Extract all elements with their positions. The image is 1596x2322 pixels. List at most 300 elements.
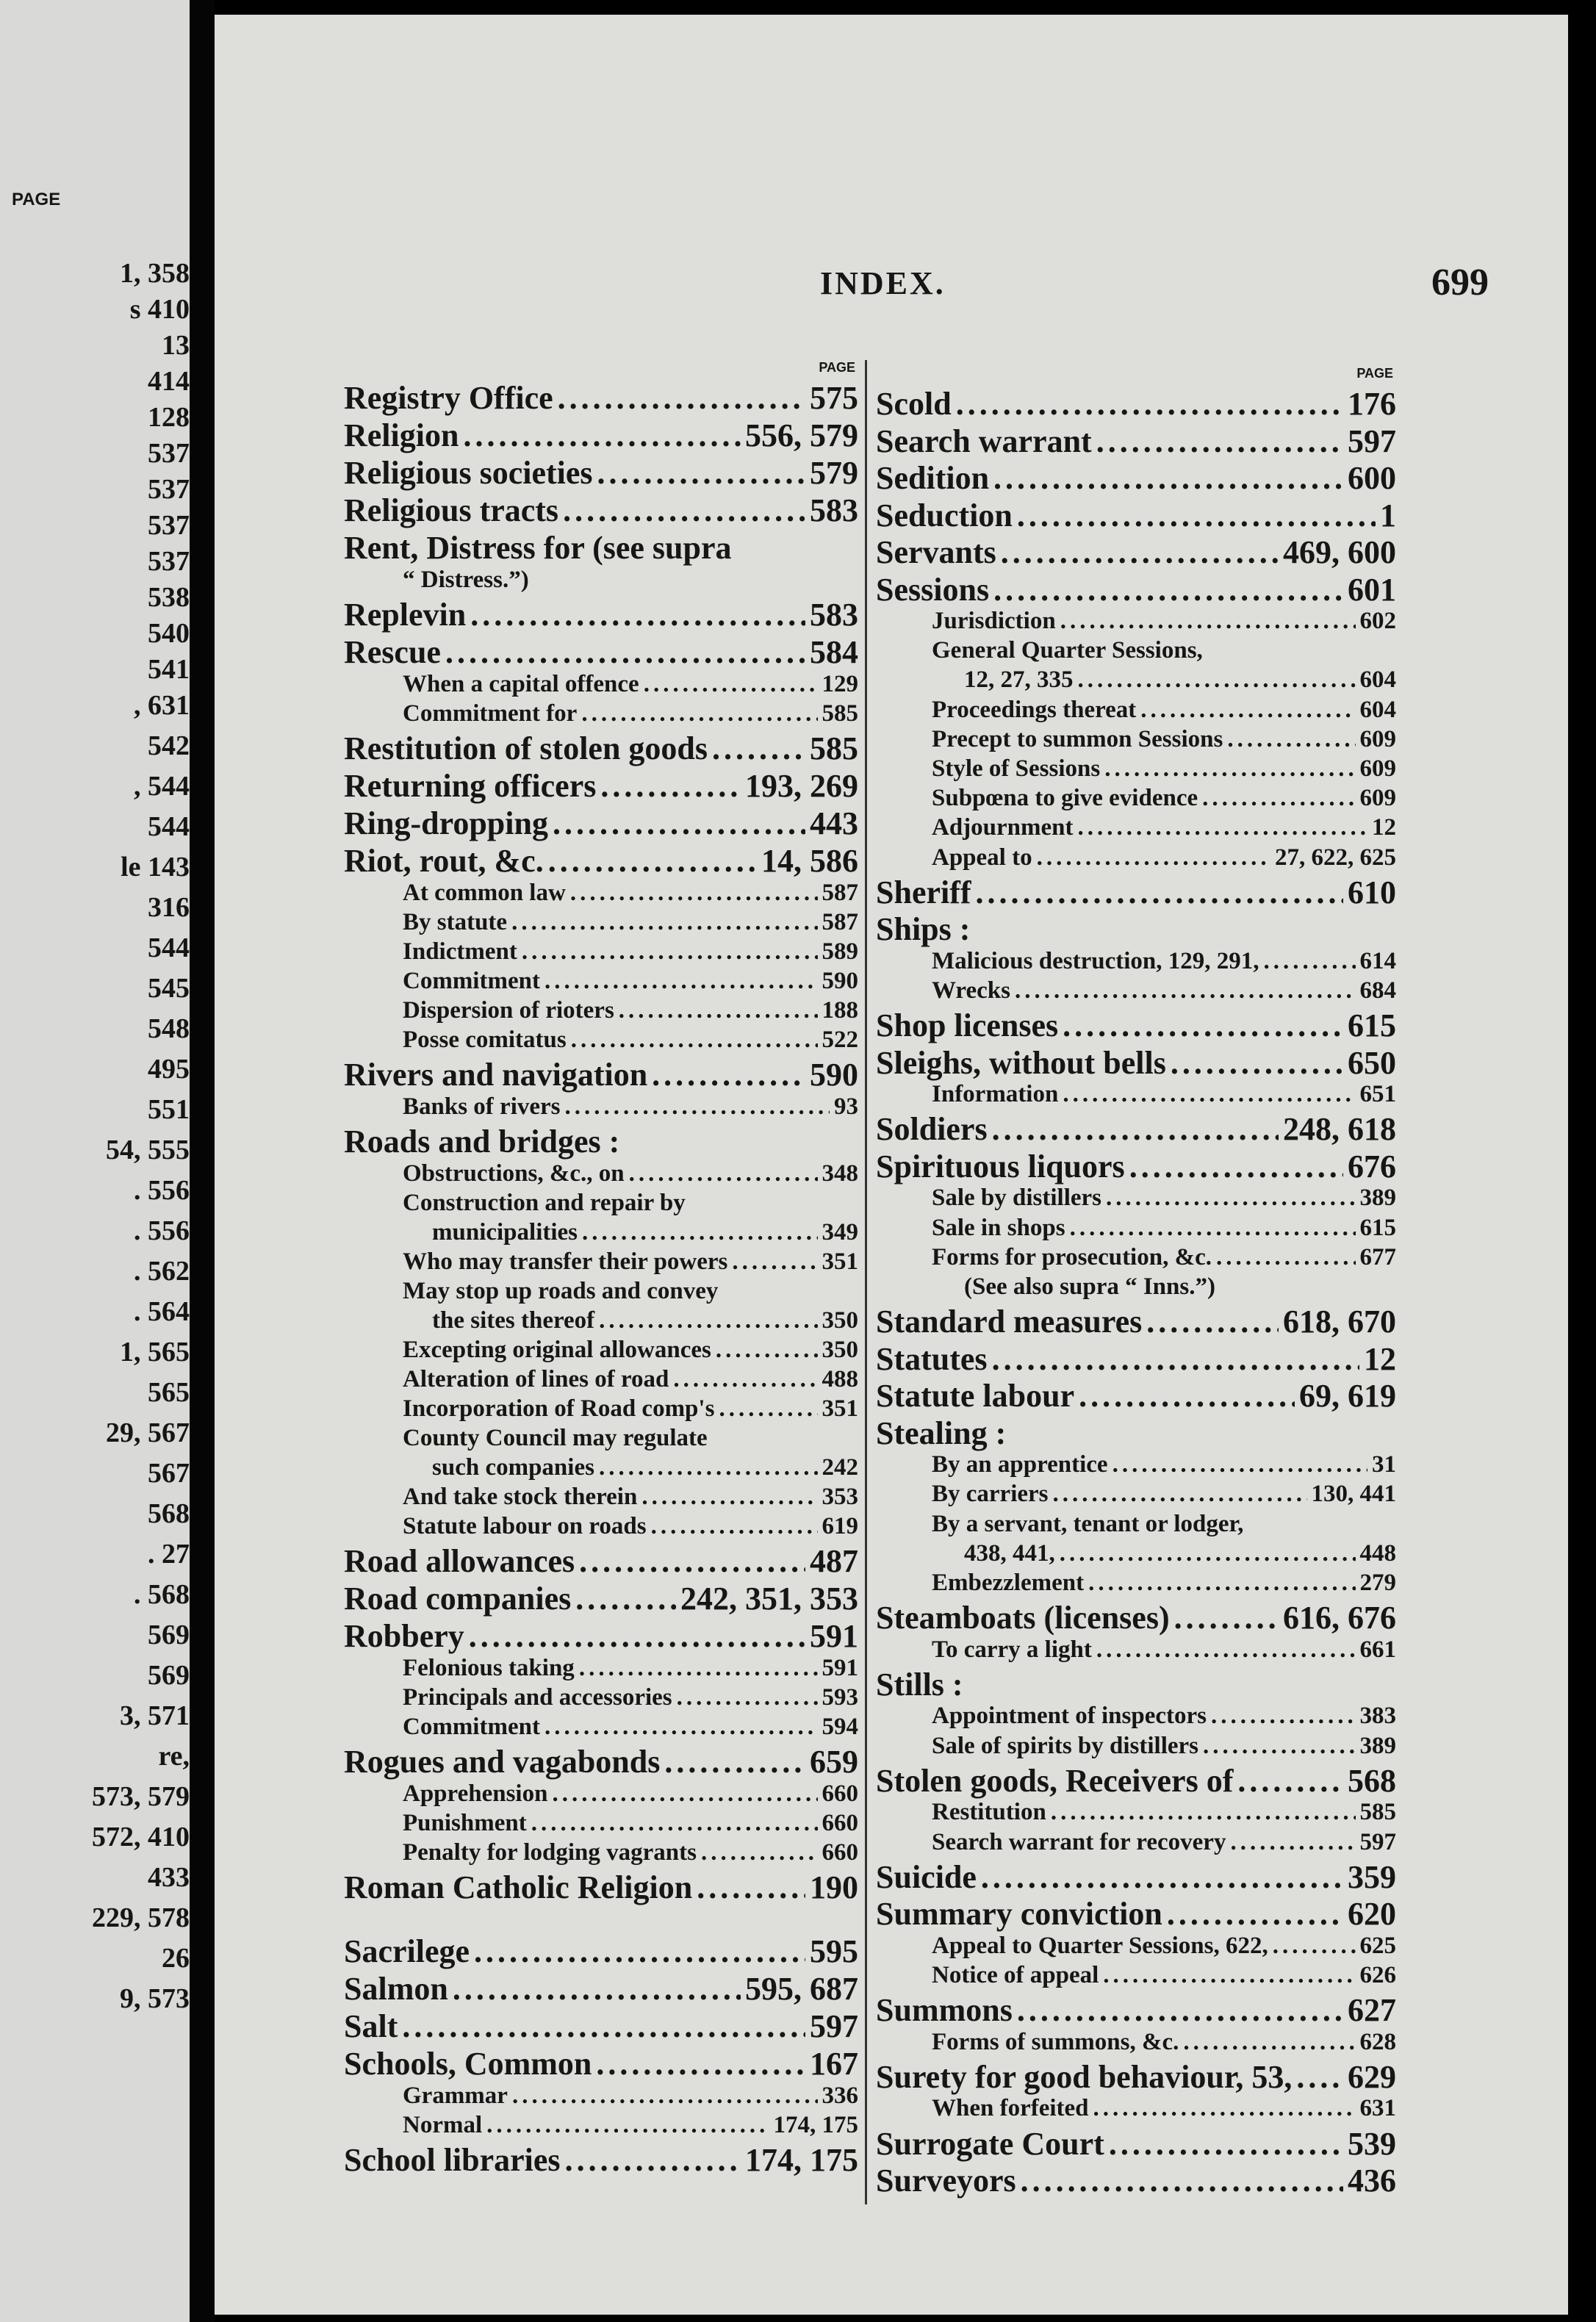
index-entry-term: Rivers and navigation xyxy=(344,1057,648,1093)
left-page-number: , 544 xyxy=(134,771,190,802)
index-entry-page: 593 xyxy=(822,1684,858,1711)
index-entry-term: Seduction xyxy=(876,497,1013,533)
index-entry-term: Rogues and vagabonds xyxy=(344,1744,661,1780)
index-entry-page: 575 xyxy=(810,380,858,416)
index-entry-term: And take stock therein xyxy=(403,1484,638,1510)
left-page-number: re, xyxy=(158,1741,190,1772)
index-entry xyxy=(876,1415,1396,1452)
leader-dots xyxy=(544,968,818,995)
index-entry-page: 443 xyxy=(810,805,858,841)
left-page-number: 1, 565 xyxy=(120,1337,190,1367)
leader-dots xyxy=(1112,1451,1367,1478)
left-page-number: 495 xyxy=(148,1054,190,1085)
leader-dots xyxy=(1227,726,1355,753)
left-page-number: . 562 xyxy=(134,1256,190,1287)
leader-dots xyxy=(732,1248,817,1276)
leader-dots xyxy=(571,1027,818,1054)
index-subentry xyxy=(344,1219,858,1246)
index-entry-term: Robbery xyxy=(344,1618,464,1654)
index-entry-term: Roads and bridges : xyxy=(344,1124,620,1160)
index-entry-term: Forms for prosecution, &c. xyxy=(932,1243,1212,1270)
index-entry-page: 600 xyxy=(1348,460,1396,496)
index-subentry xyxy=(876,2095,1396,2122)
index-entry-term: (See also supra “ Inns.”) xyxy=(964,1273,1215,1300)
leader-dots xyxy=(1063,1007,1343,1044)
index-entry-term: Statute labour xyxy=(876,1378,1075,1415)
index-entry xyxy=(876,385,1396,423)
leader-dots xyxy=(553,805,805,842)
left-page-number: 537 xyxy=(148,474,190,505)
index-entry-term: Stolen goods, Receivers of xyxy=(876,1762,1234,1799)
index-entry-term: Alteration of lines of road xyxy=(403,1366,669,1392)
index-entry xyxy=(876,2125,1396,2163)
leader-dots xyxy=(600,767,741,805)
index-entry-term: Appeal to xyxy=(932,844,1032,871)
index-entry-page: 601 xyxy=(1348,571,1396,608)
index-entry-term: Ring-dropping xyxy=(344,805,548,841)
index-entry-page: 190 xyxy=(810,1869,858,1905)
index-entry xyxy=(876,571,1396,608)
index-entry-term: Search warrant xyxy=(876,423,1092,459)
leader-dots xyxy=(1088,1570,1355,1597)
index-entry xyxy=(876,1044,1396,1082)
index-subentry xyxy=(344,938,858,966)
index-entry-page: 487 xyxy=(810,1543,858,1579)
index-entry-term: May stop up roads and convey xyxy=(403,1278,719,1304)
leader-dots xyxy=(1106,1185,1355,1212)
index-subentry xyxy=(876,1511,1396,1538)
index-entry-page: 448 xyxy=(1359,1539,1396,1567)
leader-dots xyxy=(712,730,805,767)
index-entry-term: Sessions xyxy=(876,571,990,608)
index-entry-term: Surrogate Court xyxy=(876,2125,1104,2162)
index-entry-page: 626 xyxy=(1359,1961,1396,1988)
index-entry xyxy=(876,1007,1396,1044)
index-entry-page: 676 xyxy=(1348,1148,1396,1185)
leader-dots xyxy=(1109,2125,1343,2163)
left-page-number: 569 xyxy=(148,1620,190,1650)
index-entry-term: Subpœna to give evidence xyxy=(932,785,1198,812)
leader-dots xyxy=(677,1684,818,1711)
leader-dots xyxy=(1140,697,1355,724)
leader-dots xyxy=(1129,1148,1343,1185)
left-page-number: 565 xyxy=(148,1377,190,1408)
leader-dots xyxy=(1017,1991,1343,2029)
leader-dots xyxy=(1211,1703,1355,1730)
index-entry xyxy=(876,1991,1396,2029)
index-entry xyxy=(876,1762,1396,1800)
index-entry-page: 389 xyxy=(1359,1185,1396,1212)
index-subentry xyxy=(876,1799,1396,1826)
index-entry-term: Malicious destruction, 129, 291, xyxy=(932,947,1259,974)
left-page-label: PAGE xyxy=(12,190,61,209)
index-entry-term: Adjournment xyxy=(932,814,1074,841)
index-entry-page: 348 xyxy=(822,1160,858,1187)
leader-dots xyxy=(1096,423,1343,460)
index-entry-page: 69, 619 xyxy=(1299,1378,1396,1415)
index-entry-page: 12 xyxy=(1372,814,1396,841)
index-entry-page: 610 xyxy=(1348,874,1396,910)
leader-dots xyxy=(1037,844,1270,871)
leader-dots xyxy=(1273,1933,1356,1960)
index-entry xyxy=(344,805,858,842)
left-page-number: . 27 xyxy=(148,1539,190,1570)
index-entry-page: 616, 676 xyxy=(1283,1600,1396,1636)
index-entry-page: 242, 351, 353 xyxy=(680,1581,858,1617)
left-page-number: . 556 xyxy=(134,1215,190,1246)
left-page-number: . 564 xyxy=(134,1296,190,1327)
left-page-number: 13 xyxy=(162,330,190,361)
index-entry-term: Salt xyxy=(344,2008,398,2044)
column-header-page: PAGE xyxy=(1356,366,1393,381)
index-entry xyxy=(344,730,858,767)
left-page-number: 54, 555 xyxy=(106,1135,190,1165)
index-entry-page: 12 xyxy=(1364,1340,1396,1377)
left-page-number: 544 xyxy=(148,932,190,963)
index-entry xyxy=(344,1933,858,1970)
index-entry-page: 631 xyxy=(1359,2095,1396,2122)
index-entry-page: 609 xyxy=(1359,725,1396,752)
index-subentry xyxy=(876,1451,1396,1478)
leader-dots xyxy=(1060,1540,1356,1567)
index-entry xyxy=(344,492,858,529)
index-entry xyxy=(344,1617,858,1655)
index-entry-term: Soldiers xyxy=(876,1111,988,1148)
leader-dots xyxy=(664,1743,805,1780)
index-subentry xyxy=(344,1278,858,1305)
index-entry-page: 584 xyxy=(810,634,858,670)
index-subentry xyxy=(876,1081,1396,1108)
index-entry-term: Sedition xyxy=(876,460,990,496)
index-subentry xyxy=(344,1839,858,1866)
index-entry xyxy=(876,1895,1396,1933)
leader-dots xyxy=(581,700,817,727)
index-entry-page: 609 xyxy=(1359,755,1396,782)
index-entry-term: By carriers xyxy=(932,1481,1049,1508)
index-subentry xyxy=(876,697,1396,724)
index-entry xyxy=(876,2058,1396,2096)
index-entry-term: Felonious taking xyxy=(403,1655,575,1681)
index-entry-page: 174, 175 xyxy=(745,2142,858,2178)
leader-dots xyxy=(1021,2162,1343,2199)
index-entry-page: 661 xyxy=(1359,1636,1396,1663)
leader-dots xyxy=(511,909,817,936)
index-entry-term: Indictment xyxy=(403,938,517,965)
leader-dots xyxy=(1060,608,1356,635)
leader-dots xyxy=(1096,1636,1356,1664)
index-entry-term: General Quarter Sessions, xyxy=(932,637,1203,664)
leader-dots xyxy=(474,1933,805,1970)
left-page-number: 537 xyxy=(148,546,190,577)
index-entry-term: Scold xyxy=(876,386,952,422)
index-entry-page: 349 xyxy=(822,1219,858,1246)
index-entry-term: Commitment xyxy=(403,1714,540,1740)
index-entry xyxy=(876,2162,1396,2199)
page-number: 699 xyxy=(1431,262,1489,303)
left-page-number: 433 xyxy=(148,1862,190,1893)
index-entry-term: Spirituous liquors xyxy=(876,1148,1125,1185)
index-subentry xyxy=(344,880,858,907)
index-subentry xyxy=(876,1733,1396,1760)
index-entry-term: When forfeited xyxy=(932,2095,1089,2122)
leader-dots xyxy=(1079,1377,1295,1415)
index-entry-page: 587 xyxy=(822,880,858,906)
index-entry xyxy=(344,529,858,567)
page-title: INDEX. xyxy=(820,265,946,301)
left-page-fragment xyxy=(0,0,190,2322)
index-entry-page: 436 xyxy=(1348,2163,1396,2199)
index-entry-term: Sleighs, without bells xyxy=(876,1044,1166,1081)
index-column-left xyxy=(344,360,858,2204)
index-entry-page: 389 xyxy=(1359,1732,1396,1759)
index-entry-page: 129 xyxy=(822,671,858,697)
index-entry-term: Dispersion of rioters xyxy=(403,997,614,1024)
index-entry-term: Construction and repair by xyxy=(403,1190,686,1216)
index-entry-term: Registry Office xyxy=(344,380,553,416)
index-entry-page: 193, 269 xyxy=(745,768,858,804)
index-entry-term: Returning officers xyxy=(344,768,597,804)
index-entry-term: At common law xyxy=(403,880,566,906)
index-entry-term: School libraries xyxy=(344,2142,561,2178)
index-entry-term: Suicide xyxy=(876,1858,977,1895)
index-entry xyxy=(344,1869,858,1906)
index-entry-page: 609 xyxy=(1359,785,1396,812)
leader-dots xyxy=(993,571,1343,608)
left-page-number: 3, 571 xyxy=(120,1700,190,1731)
index-subentry xyxy=(344,968,858,995)
leader-dots xyxy=(531,1810,818,1837)
leader-dots xyxy=(469,1617,805,1655)
left-page-number: 9, 573 xyxy=(120,1983,190,2014)
index-subentry xyxy=(876,1540,1396,1567)
leader-dots xyxy=(1202,785,1355,812)
index-entry xyxy=(344,2045,858,2082)
index-subentry xyxy=(876,1829,1396,1856)
leader-dots xyxy=(563,492,805,529)
index-entry-term: By a servant, tenant or lodger, xyxy=(932,1510,1244,1537)
index-entry-page: 590 xyxy=(810,1057,858,1093)
left-page-number: 551 xyxy=(148,1094,190,1125)
index-entry-page: 620 xyxy=(1348,1896,1396,1933)
index-entry xyxy=(344,1123,858,1160)
index-entry-page: 279 xyxy=(1359,1570,1396,1596)
index-subentry xyxy=(344,1307,858,1334)
leader-dots xyxy=(1078,666,1356,694)
index-entry-term: Summary conviction xyxy=(876,1896,1162,1933)
index-subentry xyxy=(876,1273,1396,1301)
leader-dots xyxy=(470,596,805,633)
index-subentry xyxy=(876,637,1396,664)
index-entry-term: Road allowances xyxy=(344,1543,575,1579)
index-entry-page: 629 xyxy=(1348,2058,1396,2095)
column-header-page: PAGE xyxy=(819,360,855,375)
index-subentry xyxy=(876,726,1396,753)
leader-dots xyxy=(599,1454,818,1481)
index-subentry xyxy=(876,1244,1396,1271)
leader-dots xyxy=(565,1093,830,1121)
leader-dots xyxy=(629,1160,818,1187)
index-entry-term: Steamboats (licenses) xyxy=(876,1600,1170,1636)
left-page-number: 573, 579 xyxy=(92,1781,190,1812)
index-entry xyxy=(344,1056,858,1093)
index-subentry xyxy=(876,1215,1396,1242)
index-entry xyxy=(344,767,858,805)
index-entry xyxy=(344,842,858,880)
index-entry-term: Jurisdiction xyxy=(932,608,1056,634)
index-entry xyxy=(344,417,858,454)
index-entry-term: Standard measures xyxy=(876,1304,1143,1340)
left-page-number: 544 xyxy=(148,811,190,842)
index-entry-page: 522 xyxy=(822,1027,858,1053)
left-page-number: 229, 578 xyxy=(92,1902,190,1933)
index-entry-term: Information xyxy=(932,1081,1059,1108)
index-entry-term: Road companies xyxy=(344,1581,572,1617)
left-page-number: 29, 567 xyxy=(106,1417,190,1448)
leader-dots xyxy=(1104,755,1355,783)
index-subentry xyxy=(344,2082,858,2110)
leader-dots xyxy=(1063,1081,1355,1108)
index-entry xyxy=(876,910,1396,948)
index-entry-page: 351 xyxy=(822,1248,858,1275)
leader-dots xyxy=(596,2045,805,2082)
index-entry-page: 684 xyxy=(1359,977,1396,1004)
gutter xyxy=(190,0,215,2322)
index-entry xyxy=(344,596,858,633)
index-subentry xyxy=(344,567,858,594)
index-entry-term: Rent, Distress for (see supra xyxy=(344,530,732,566)
index-entry-term: Commitment xyxy=(403,968,540,994)
index-entry-term: Banks of rivers xyxy=(403,1093,561,1120)
index-entry-page: 488 xyxy=(822,1366,858,1392)
index-entry-page: 659 xyxy=(810,1744,858,1780)
leader-dots xyxy=(1171,1044,1343,1082)
leader-dots xyxy=(1167,1895,1343,1933)
index-entry-page: 602 xyxy=(1359,608,1396,634)
index-entry-page: 579 xyxy=(810,455,858,491)
leader-dots xyxy=(956,385,1343,423)
index-subentry xyxy=(876,1933,1396,1960)
index-subentry xyxy=(344,997,858,1024)
left-page-number: 569 xyxy=(148,1660,190,1691)
leader-dots xyxy=(512,2082,818,2110)
index-entry-page: 597 xyxy=(1359,1828,1396,1855)
index-subentry xyxy=(344,1454,858,1481)
left-page-number: 538 xyxy=(148,582,190,613)
index-entry-page: 242 xyxy=(822,1454,858,1481)
index-entry-page: 604 xyxy=(1359,666,1396,694)
index-entry-term: Stills : xyxy=(876,1666,963,1703)
leader-dots xyxy=(570,880,818,907)
index-subentry xyxy=(876,785,1396,812)
index-entry-term: Statutes xyxy=(876,1340,988,1377)
leader-dots xyxy=(579,1542,805,1580)
index-entry-term: Appeal to Quarter Sessions, 622, xyxy=(932,1932,1268,1959)
left-page-number: 414 xyxy=(148,366,190,397)
index-entry-page: 31 xyxy=(1372,1451,1396,1478)
index-entry-term: When a capital offence xyxy=(403,671,639,697)
leader-dots xyxy=(652,1056,805,1093)
index-entry-page: 583 xyxy=(810,597,858,633)
left-page-number: s 410 xyxy=(129,294,190,325)
index-entry-page: 660 xyxy=(822,1810,858,1836)
index-entry-term: Sacrilege xyxy=(344,1933,470,1969)
left-page-number: 542 xyxy=(148,730,190,761)
index-entry xyxy=(876,1858,1396,1896)
left-page-number: , 631 xyxy=(134,690,190,721)
leader-dots xyxy=(976,874,1343,911)
index-entry-term: 438, 441, xyxy=(964,1539,1055,1567)
leader-dots xyxy=(575,1580,676,1617)
index-entry-page: 27, 622, 625 xyxy=(1275,844,1396,871)
index-entry-term: Posse comitatus xyxy=(403,1027,567,1053)
leader-dots xyxy=(544,1714,818,1741)
index-entry-term: Rescue xyxy=(344,634,441,670)
index-entry-term: Salmon xyxy=(344,1971,448,2007)
index-entry-term: Punishment xyxy=(403,1810,527,1836)
index-entry-term: Notice of appeal xyxy=(932,1961,1099,1988)
index-entry-page: 539 xyxy=(1348,2125,1396,2162)
index-entry-page: 604 xyxy=(1359,696,1396,723)
index-entry-term: Restitution of stolen goods xyxy=(344,730,708,766)
index-entry-term: Apprehension xyxy=(403,1780,548,1807)
index-entry-page: 614 xyxy=(1359,947,1396,974)
index-entry xyxy=(876,1148,1396,1185)
leader-dots xyxy=(445,633,805,671)
index-entry-term: Sale of spirits by distillers xyxy=(932,1732,1199,1759)
index-subentry xyxy=(876,948,1396,975)
index-subentry xyxy=(344,700,858,727)
index-entry xyxy=(344,1580,858,1617)
leader-dots xyxy=(1051,1799,1356,1826)
index-entry-page: 615 xyxy=(1359,1214,1396,1241)
index-entry xyxy=(876,423,1396,460)
index-entry-term: Stealing : xyxy=(876,1415,1007,1451)
leader-dots xyxy=(992,1110,1279,1148)
index-entry-term: the sites thereof xyxy=(432,1307,595,1334)
index-entry-page: 595, 687 xyxy=(745,1971,858,2007)
index-subentry xyxy=(344,1810,858,1837)
index-entry-term: 12, 27, 335 xyxy=(964,666,1074,694)
left-page-number: 572, 410 xyxy=(92,1822,190,1852)
index-subentry xyxy=(876,755,1396,783)
leader-dots xyxy=(599,1307,817,1334)
leader-dots xyxy=(1103,1962,1355,1989)
index-entry-term: Embezzlement xyxy=(932,1570,1085,1596)
index-entry-term: County Council may regulate xyxy=(403,1425,708,1451)
left-page-number: 545 xyxy=(148,973,190,1004)
index-entry-page: 594 xyxy=(822,1714,858,1740)
index-subentry xyxy=(344,1425,858,1452)
index-entry-term: Search warrant for recovery xyxy=(932,1828,1226,1855)
leader-dots xyxy=(1296,2058,1343,2096)
index-subentry xyxy=(344,1484,858,1511)
leader-dots xyxy=(1093,2095,1356,2122)
index-entry-page: 130, 441 xyxy=(1311,1481,1396,1508)
index-entry-term: Shop licenses xyxy=(876,1007,1059,1044)
index-entry-page: 627 xyxy=(1348,1992,1396,2029)
index-entry-page: 93 xyxy=(834,1093,858,1120)
leader-dots xyxy=(697,1869,805,1906)
index-entry-page: 677 xyxy=(1359,1243,1396,1270)
left-page-number: 567 xyxy=(148,1458,190,1489)
index-subentry xyxy=(344,1780,858,1808)
index-subentry xyxy=(344,671,858,698)
left-page-number: 541 xyxy=(148,654,190,685)
index-entry-term: Sale by distillers xyxy=(932,1185,1102,1212)
index-entry-term: Sheriff xyxy=(876,874,971,910)
index-entry-term: Religious tracts xyxy=(344,492,559,528)
index-entry xyxy=(876,1110,1396,1148)
